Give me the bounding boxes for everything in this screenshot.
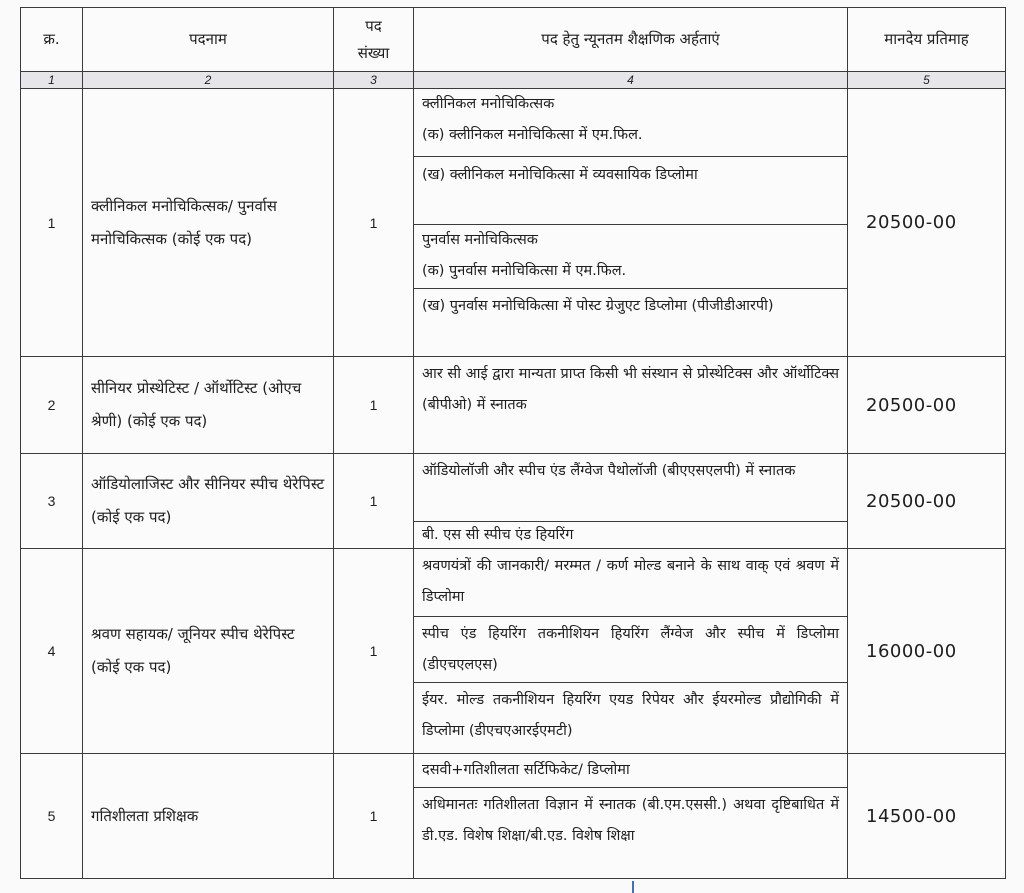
column-number-row: [21, 72, 1006, 89]
header-serial: क्र.: [21, 8, 83, 72]
qualification-line: ईयर. मोल्ड तकनीशियन हियरिंग एयड रिपेयर और ईयरमोल्ड प्रौद्योगिकी में डिप्लोमा (डीएचएआरईएमटी): [422, 692, 839, 739]
table-row: [21, 357, 1006, 454]
post-count-cell: 1: [334, 454, 414, 549]
qualification-group: [414, 225, 847, 289]
column-number: 5: [848, 72, 1006, 89]
table-row: [21, 549, 1006, 754]
honorarium-cell: 14500-00: [848, 754, 1006, 879]
qualification-line: (ख) पुनर्वास मनोचिकित्सा में पोस्ट ग्रेजुएट डिप्लोमा (पीजीडीआरपी): [422, 298, 774, 314]
table-row: [21, 454, 1006, 549]
serial-cell: 3: [21, 454, 83, 549]
qualification-line: अधिमानतः गतिशीलता विज्ञान में स्नातक (बी.एम.एससी.) अथवा दृष्टिबाधित में डी.एड. विशेष शिक्षा/बी.एड. विशेष शिक्षा: [422, 797, 839, 844]
qualification-line: ऑडियोलॉजी और स्पीच एंड लैंग्वेज पैथोलॉजी (बीएएसएलपी) में स्नातक: [414, 454, 847, 522]
column-number: 2: [83, 72, 334, 89]
header-post-name: पदनाम: [83, 8, 334, 72]
post-name-cell: श्रवण सहायक/ जूनियर स्पीच थेरेपिस्ट (कोई एक पद): [83, 549, 334, 754]
qualification-line: क्लीनिकल मनोचिकित्सक: [422, 96, 555, 112]
header-post-count: पद संख्या: [334, 8, 414, 72]
column-number: 4: [414, 72, 848, 89]
qualification-line: आर सी आई द्वारा मान्यता प्राप्त किसी भी संस्थान से प्रोस्थेटिक्स और ऑर्थोटिक्स (बीपीओ) में स्नातक: [422, 366, 839, 413]
header-honorarium: मानदेय प्रतिमाह: [848, 8, 1006, 72]
honorarium-cell: 16000-00: [848, 549, 1006, 754]
posts-table: [20, 7, 1006, 879]
qualification-group: [414, 89, 847, 157]
qualification-cell: [414, 754, 848, 879]
scan-mark: [632, 881, 634, 893]
serial-cell: 5: [21, 754, 83, 879]
post-count-cell: 1: [334, 357, 414, 454]
qualification-line: स्पीच एंड हियरिंग तकनीशियन हियरिंग लैंग्वेज और स्पीच में डिप्लोमा (डीएचएलएस): [414, 617, 847, 683]
qualification-line: बी. एस सी स्पीच एंड हियरिंग: [422, 527, 574, 543]
qualification-cell: [414, 549, 848, 754]
post-name-cell: क्लीनिकल मनोचिकित्सक/ पुनर्वास मनोचिकित्सक (कोई एक पद): [83, 89, 334, 357]
qualification-cell: [414, 357, 848, 454]
qualification-cell: [414, 454, 848, 549]
table-row: [21, 89, 1006, 357]
honorarium-cell: 20500-00: [848, 357, 1006, 454]
qualification-line: (क) क्लीनिकल मनोचिकित्सा में एम.फिल.: [422, 127, 643, 143]
header-row: [21, 8, 1006, 72]
post-count-cell: 1: [334, 549, 414, 754]
serial-cell: 1: [21, 89, 83, 357]
qualification-line: पुनर्वास मनोचिकित्सक: [422, 232, 538, 248]
honorarium-cell: 20500-00: [848, 454, 1006, 549]
post-name-cell: गतिशीलता प्रशिक्षक: [83, 754, 334, 879]
header-qualification: पद हेतु न्यूनतम शैक्षणिक अर्हताएं: [414, 8, 848, 72]
column-number: 3: [334, 72, 414, 89]
qualification-cell: [414, 89, 848, 357]
qualification-line: (ख) क्लीनिकल मनोचिकित्सा में व्यवसायिक डिप्लोमा: [414, 157, 847, 225]
qualification-line: (क) पुनर्वास मनोचिकित्सा में एम.फिल.: [422, 263, 627, 279]
post-name-cell: ऑडियोलाजिस्ट और सीनियर स्पीच थेरेपिस्ट (कोई एक पद): [83, 454, 334, 549]
qualification-line: श्रवणयंत्रों की जानकारी/ मरम्मत / कर्ण मोल्ड बनाने के साथ वाक् एवं श्रवण में डिप्लोमा: [414, 549, 847, 617]
post-name-cell: सीनियर प्रोस्थेटिस्ट / ऑर्थोटिस्ट (ओएच श्रेणी) (कोई एक पद): [83, 357, 334, 454]
column-number: 1: [21, 72, 83, 89]
honorarium-cell: 20500-00: [848, 89, 1006, 357]
post-count-cell: 1: [334, 89, 414, 357]
qualification-line: दसवी+गतिशीलता सर्टिफिकेट/ डिप्लोमा: [414, 754, 847, 788]
serial-cell: 4: [21, 549, 83, 754]
post-count-cell: 1: [334, 754, 414, 879]
table-row: [21, 754, 1006, 879]
serial-cell: 2: [21, 357, 83, 454]
